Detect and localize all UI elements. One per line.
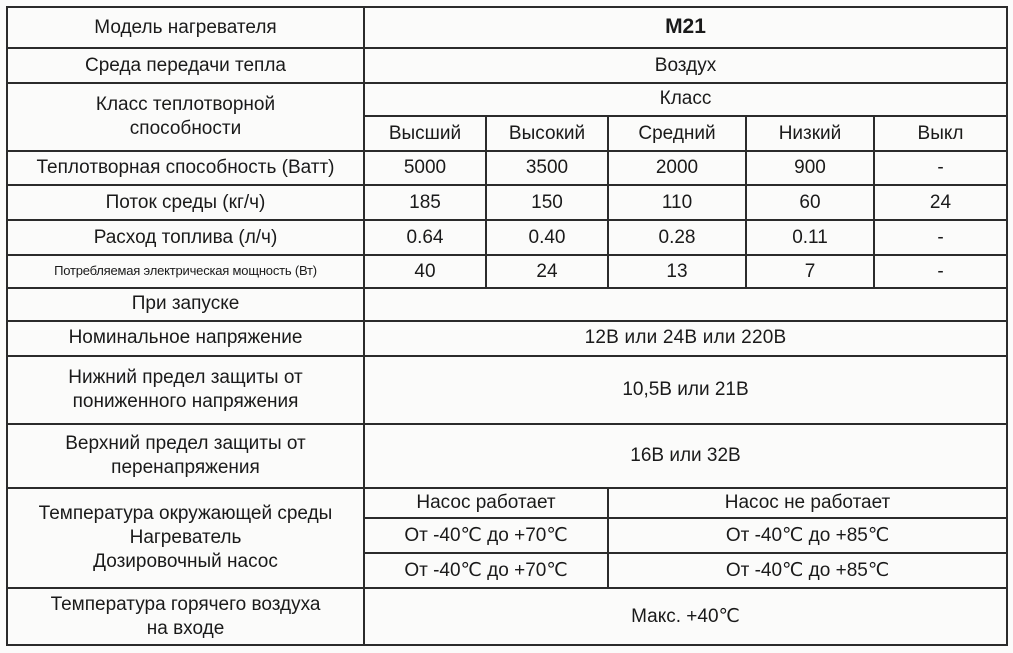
level-low: Низкий (746, 116, 874, 151)
heater-pump-on-range: От -40℃ до +70℃ (364, 518, 608, 553)
dosing-pump-off-range: От -40℃ до +85℃ (608, 553, 1007, 588)
intake-value: Макс. +40℃ (364, 588, 1007, 645)
heat-output-label: Теплотворная способность (Ватт) (7, 151, 364, 185)
table-row-medium (7, 48, 1007, 83)
ambient-label-line2: Нагреватель (129, 527, 242, 549)
power-highest: 40 (364, 255, 486, 288)
table-row-heat-output (7, 151, 1007, 185)
intake-label-line1: Температура горячего воздуха (50, 593, 321, 615)
voltage-value: 12В или 24В или 220В (364, 321, 1007, 356)
heat-output-off: - (874, 151, 1007, 185)
fuel-label: Расход топлива (л/ч) (7, 220, 364, 255)
flow-medium: 110 (608, 185, 746, 220)
power-medium: 13 (608, 255, 746, 288)
heat-class-label-line2: способности (129, 118, 242, 140)
flow-high: 150 (486, 185, 608, 220)
voltage-label: Номинальное напряжение (7, 321, 364, 356)
power-off: - (874, 255, 1007, 288)
undervoltage-label-line2: пониженного напряжения (72, 390, 299, 412)
heat-output-highest: 5000 (364, 151, 486, 185)
heat-class-header: Класс (364, 83, 1007, 116)
level-high: Высокий (486, 116, 608, 151)
table-row-model (7, 7, 1007, 48)
undervoltage-label-line1: Нижний предел защиты от (68, 367, 303, 388)
pump-off-header: Насос не работает (608, 488, 1007, 519)
power-label: Потребляемая электрическая мощность (Вт) (7, 255, 364, 288)
flow-low: 60 (746, 185, 874, 220)
pump-on-header: Насос работает (364, 488, 608, 519)
power-high: 24 (486, 255, 608, 288)
undervoltage-label (7, 356, 364, 424)
undervoltage-value: 10,5В или 21В (364, 356, 1007, 424)
intake-label (7, 588, 364, 645)
table-row-voltage (7, 321, 1007, 356)
heat-output-high: 3500 (486, 151, 608, 185)
heater-spec-table (6, 6, 1008, 646)
overvoltage-label-line2: перенапряжения (111, 456, 260, 478)
heat-class-label (7, 83, 364, 151)
overvoltage-label-line1: Верхний предел защиты от (65, 432, 306, 454)
heat-class-label-line1: Класс теплотворной (95, 94, 276, 116)
level-highest: Высший (364, 116, 486, 151)
ambient-label-line3: Дозировочный насос (93, 550, 278, 572)
startup-value (364, 288, 1007, 321)
table-row-startup (7, 288, 1007, 321)
power-low: 7 (746, 255, 874, 288)
table-row-intake (7, 588, 1007, 645)
table-row-overvoltage (7, 424, 1007, 488)
overvoltage-value: 16В или 32В (364, 424, 1007, 488)
flow-highest: 185 (364, 185, 486, 220)
heat-output-low: 900 (746, 151, 874, 185)
dosing-pump-on-range: От -40℃ до +70℃ (364, 553, 608, 588)
heat-output-medium: 2000 (608, 151, 746, 185)
level-medium: Средний (608, 116, 746, 151)
table-row-fuel (7, 220, 1007, 255)
intake-label-line2: на входе (146, 617, 225, 639)
table-row-flow (7, 185, 1007, 220)
overvoltage-label (7, 424, 364, 488)
table-row-power (7, 255, 1007, 288)
heater-pump-off-range: От -40℃ до +85℃ (608, 518, 1007, 553)
model-value: M21 (364, 7, 1007, 48)
fuel-low: 0.11 (746, 220, 874, 255)
ambient-label (7, 488, 364, 589)
fuel-off: - (874, 220, 1007, 255)
flow-off: 24 (874, 185, 1007, 220)
model-label: Модель нагревателя (7, 7, 364, 48)
medium-value: Воздух (364, 48, 1007, 83)
ambient-label-line1: Температура окружающей среды (38, 503, 333, 525)
fuel-medium: 0.28 (608, 220, 746, 255)
startup-label: При запуске (7, 288, 364, 321)
fuel-high: 0.40 (486, 220, 608, 255)
table-row-undervoltage (7, 356, 1007, 424)
table-row-heat-class-header (7, 83, 1007, 116)
table-row-ambient-header (7, 488, 1007, 519)
flow-label: Поток среды (кг/ч) (7, 185, 364, 220)
fuel-highest: 0.64 (364, 220, 486, 255)
medium-label: Среда передачи тепла (7, 48, 364, 83)
level-off: Выкл (874, 116, 1007, 151)
